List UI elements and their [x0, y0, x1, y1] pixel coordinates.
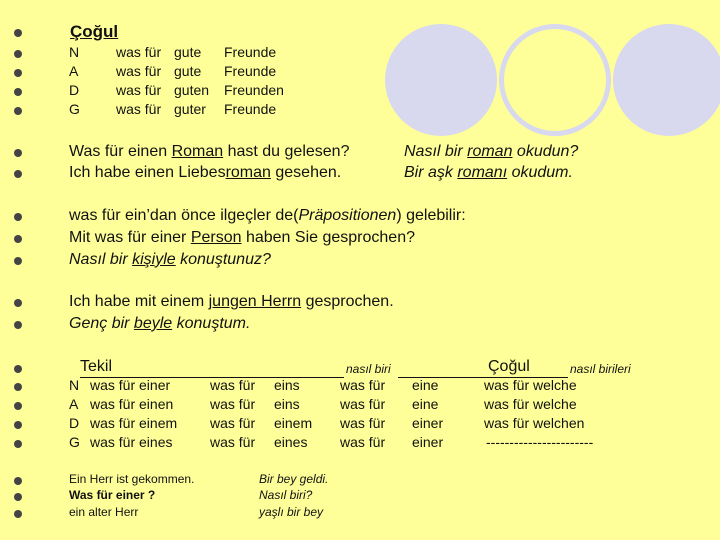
text: was für: [340, 434, 386, 450]
bullet-icon: [14, 383, 22, 391]
text: kişiyle: [132, 251, 176, 268]
was-fur: was für: [116, 44, 162, 60]
ending: einer: [412, 434, 444, 450]
decor-circle-3: [613, 24, 720, 136]
bullet-icon: [14, 107, 22, 115]
text: Nasıl bir: [404, 143, 468, 160]
bullet-icon: [14, 257, 22, 265]
text: Nasıl biri?: [259, 488, 313, 502]
text: was für welch: [484, 415, 569, 431]
case-label: N: [69, 44, 80, 60]
text: was für ein’dan önce ilgeçler de(: [69, 207, 299, 224]
bullet-icon: [14, 213, 22, 221]
cogul-label: Çoğul: [488, 358, 530, 375]
text: was für: [210, 377, 256, 393]
ending: eins: [274, 377, 300, 393]
case-label: G: [69, 101, 80, 117]
example-row: [14, 229, 704, 249]
example-row: [14, 315, 704, 335]
text: Präpositionen: [298, 207, 397, 224]
ending: eine: [412, 396, 439, 412]
declension-row: [14, 44, 334, 63]
text: was für: [210, 415, 256, 431]
was-fur: was für: [116, 63, 162, 79]
text: yaşlı bir bey: [259, 505, 324, 519]
text: roman: [225, 164, 271, 181]
text: was für welch: [484, 377, 569, 393]
case-label: D: [69, 415, 80, 431]
bullet-icon: [14, 88, 22, 96]
bullet-icon: [14, 50, 22, 58]
text: gesehen.: [270, 164, 342, 181]
title-row: [14, 22, 314, 44]
ending: es: [157, 434, 173, 450]
text: ) gelebilir:: [396, 207, 466, 224]
text: was für: [210, 434, 256, 450]
ending: er: [157, 377, 171, 393]
noun: Freunde: [224, 44, 277, 60]
ending: e: [568, 377, 577, 393]
case-label: D: [69, 82, 80, 98]
bullet-icon: [14, 510, 22, 518]
text: Mit was für einer: [69, 229, 191, 246]
text: jungen Herrn: [208, 293, 302, 310]
text: was für ein: [90, 377, 158, 393]
decor-circle-2: [499, 24, 611, 136]
text: konuştunuz?: [175, 251, 271, 268]
adjective: gute: [174, 44, 202, 60]
bullet-icon: [14, 493, 22, 501]
text: Bir aşk: [404, 164, 458, 181]
text: hast du gelesen?: [223, 143, 350, 160]
example-row: [14, 293, 704, 313]
was-fur: was für: [116, 82, 162, 98]
text: gesprochen.: [301, 293, 394, 310]
text: Was für einer ?: [69, 488, 156, 502]
case-label: G: [69, 434, 80, 450]
bullet-icon: [14, 365, 22, 373]
noun: Freunden: [224, 82, 284, 98]
example-row: [14, 251, 704, 271]
bullet-icon: [14, 170, 22, 178]
case-label: A: [69, 63, 79, 79]
text: Ich habe: [69, 293, 135, 310]
table-row: [14, 377, 714, 397]
tekil-label: Tekil: [80, 358, 113, 375]
text: mit einem: [134, 293, 209, 310]
bullet-icon: [14, 235, 22, 243]
noun: Freunde: [224, 63, 277, 79]
bullet-icon: [14, 299, 22, 307]
page-title: Çoğul: [70, 22, 119, 41]
bullet-icon: [14, 29, 22, 37]
example-row: [14, 505, 514, 523]
text: Ich habe einen Liebes: [69, 164, 226, 181]
case-label: A: [69, 396, 79, 412]
case-label: N: [69, 377, 80, 393]
bullet-icon: [14, 421, 22, 429]
nasil-biri-label: nasıl biri: [346, 362, 391, 376]
text: okudun?: [512, 143, 579, 160]
text: -----------------------: [486, 434, 594, 450]
text: Ein Herr ist gekommen.: [69, 472, 195, 486]
ending: eines: [274, 434, 308, 450]
text: was für: [340, 396, 386, 412]
ending: en: [157, 396, 174, 412]
decor-circle-1: [385, 24, 497, 136]
text: was für welch: [484, 396, 569, 412]
bullet-icon: [14, 440, 22, 448]
bullet-icon: [14, 321, 22, 329]
text: Roman: [171, 143, 224, 160]
noun: Freunde: [224, 101, 277, 117]
text: was für ein: [90, 434, 158, 450]
table-row: [14, 396, 714, 416]
adjective: gute: [174, 63, 202, 79]
ending: e: [568, 396, 577, 412]
text: Bir bey geldi.: [259, 472, 329, 486]
ending: einer: [412, 415, 444, 431]
text: Was für einen: [69, 143, 172, 160]
text: Genç bir: [69, 315, 134, 332]
text: okudum.: [507, 164, 573, 181]
example-row: [14, 164, 704, 184]
bullet-icon: [14, 69, 22, 77]
text: beyle: [133, 315, 173, 332]
was-fur: was für: [116, 101, 162, 117]
declension-row: [14, 101, 334, 120]
text: Person: [190, 229, 242, 246]
declension-row: [14, 63, 334, 82]
ending: eine: [412, 377, 439, 393]
ending: em: [157, 415, 178, 431]
text: was für: [340, 415, 386, 431]
text: romanı: [457, 164, 508, 181]
bullet-icon: [14, 149, 22, 157]
text: Nasıl bir: [69, 251, 133, 268]
text: was für ein: [90, 396, 158, 412]
table-row: [14, 415, 714, 435]
ending: eins: [274, 396, 300, 412]
table-row: [14, 434, 714, 454]
example-row: [14, 488, 514, 506]
example-row: [14, 207, 704, 227]
declension-row: [14, 82, 334, 101]
bullet-icon: [14, 402, 22, 410]
nasil-birileri-label: nasıl birileri: [570, 362, 631, 376]
text: was für: [340, 377, 386, 393]
text: was für: [210, 396, 256, 412]
adjective: guter: [174, 101, 206, 117]
text: konuştum.: [172, 315, 251, 332]
adjective: guten: [174, 82, 210, 98]
text: was für ein: [90, 415, 158, 431]
bullet-icon: [14, 477, 22, 485]
text: haben Sie gesprochen?: [241, 229, 415, 246]
text: ein alter Herr: [69, 505, 139, 519]
text: roman: [467, 143, 513, 160]
example-row: [14, 143, 704, 163]
ending: en: [568, 415, 585, 431]
ending: einem: [274, 415, 313, 431]
